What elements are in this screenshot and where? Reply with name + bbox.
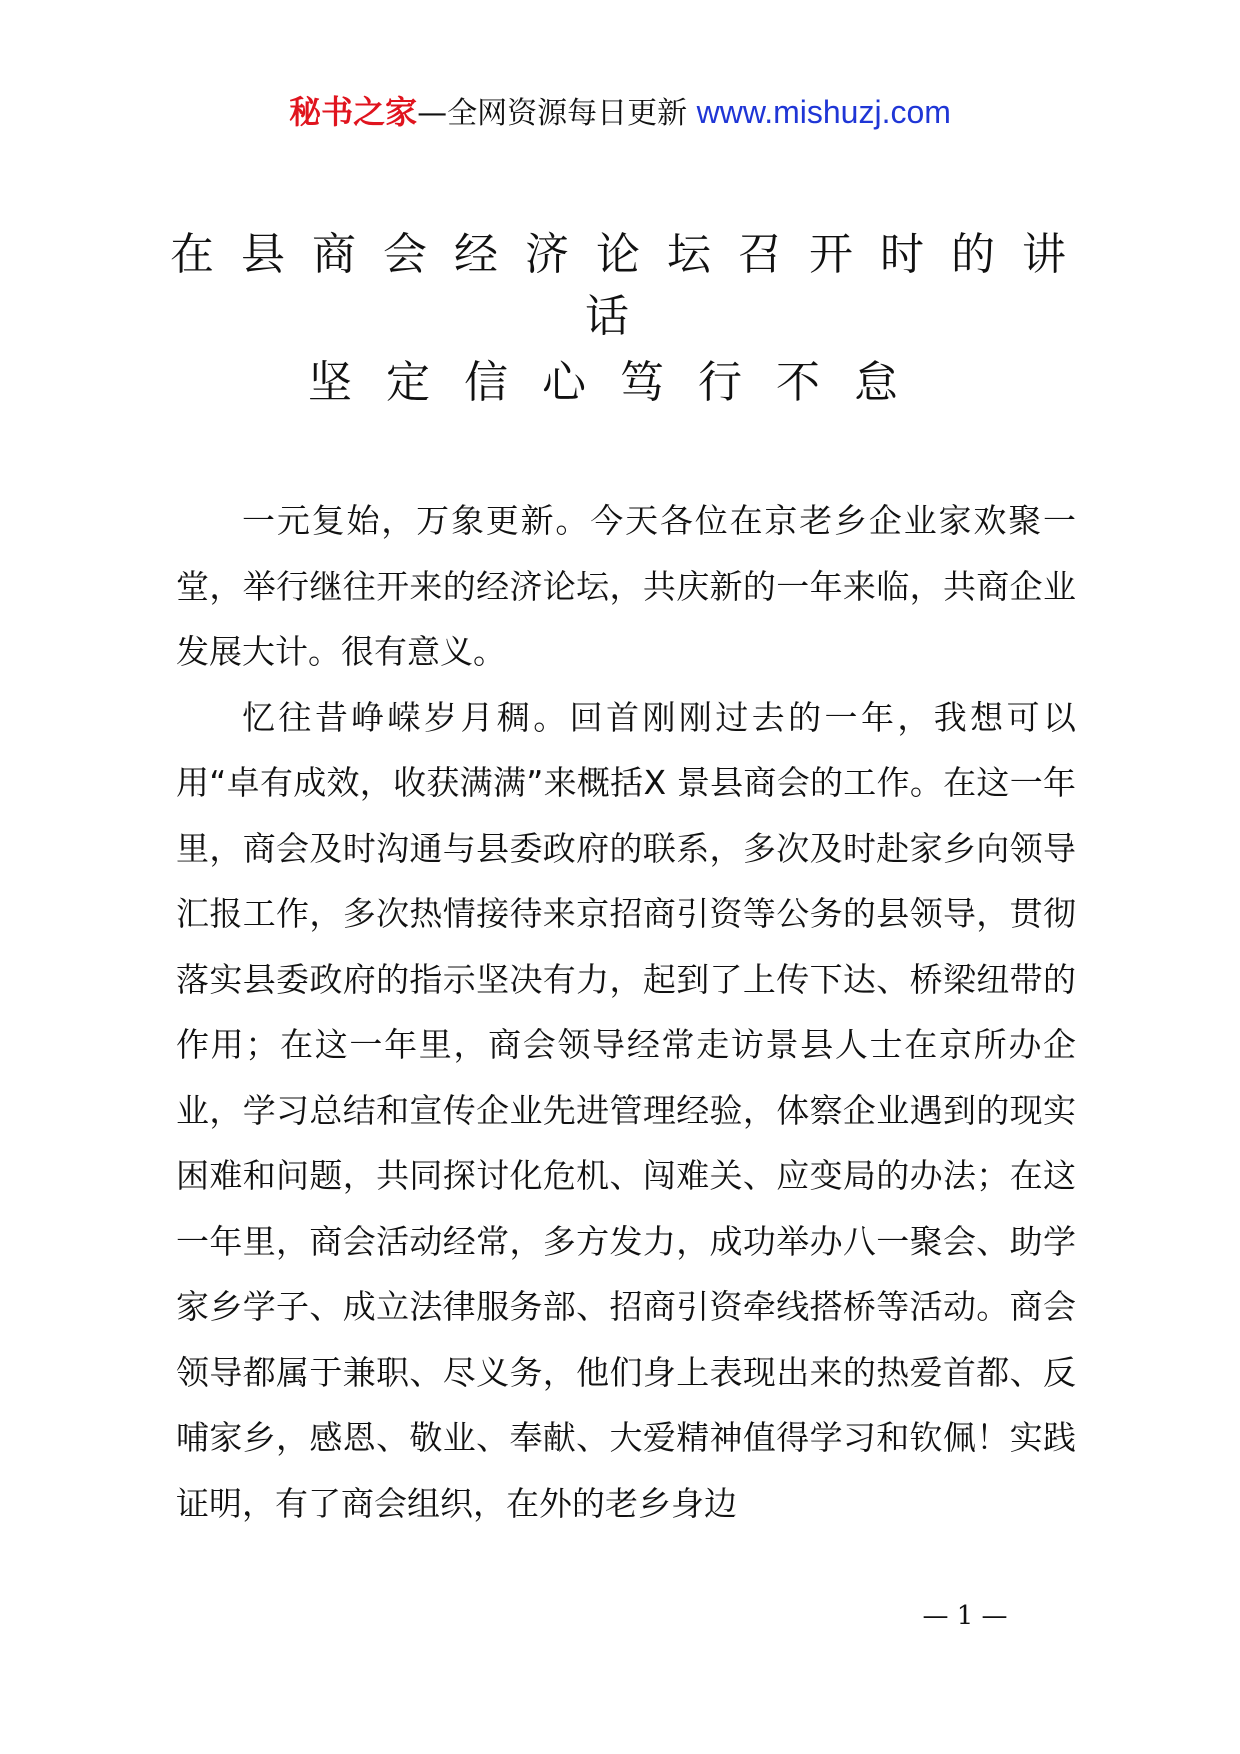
document-title [170,224,1093,414]
paragraph-1: 一元复始，万象更新。今天各位在京老乡企业家欢聚一堂，举行继往开来的经济论坛，共庆新的一年来临，共商企业发展大计。很有意义。 [176,501,1076,671]
document-body [176,488,1076,1536]
site-header [0,92,1240,134]
site-slogan: —全网资源每日更新 [417,96,697,131]
page-number: — 1 — [922,1601,1008,1631]
title-line-1: 在县商会经济论坛召开时的讲 [170,229,1093,280]
title-subtitle: 坚定信心笃行不怠 [308,357,932,408]
paragraph-2: 忆往昔峥嵘岁月稠。回首刚刚过去的一年，我想可以用“卓有成效，收获满满”来概括X 景县商会的工作。在这一年里，商会及时沟通与县委政府的联系，多次及时赴家乡向领导汇报工作，多次热情接待来京招商引资等公务的县领导，贯彻落实县委政府的指示坚决有力，起到了上传下达、桥梁纽带的作用；在这一年里，商会领导经常走访景县人士在京所办企业，学习总结和宣传企业先进管理经验，体察企业遇到的现实困难和问题，共同探讨化危机、闯难关、应变局的办法；在这一年里，商会活动经常，多方发力，成功举办八一聚会、助学家乡学子、成立法律服务部、招商引资牵线搭桥等活动。商会领导都属于兼职、尽义务，他们身上表现出来的热爱首都、反哺家乡，感恩、敬业、奉献、大爱精神值得学习和钦佩！实践证明，有了商会组织，在外的老乡身边 [176,697,1076,1523]
site-brand: 秘书之家 [289,93,418,131]
title-line-2: 话 [585,291,655,342]
site-url-link[interactable]: www.mishuzj.com [696,94,951,130]
